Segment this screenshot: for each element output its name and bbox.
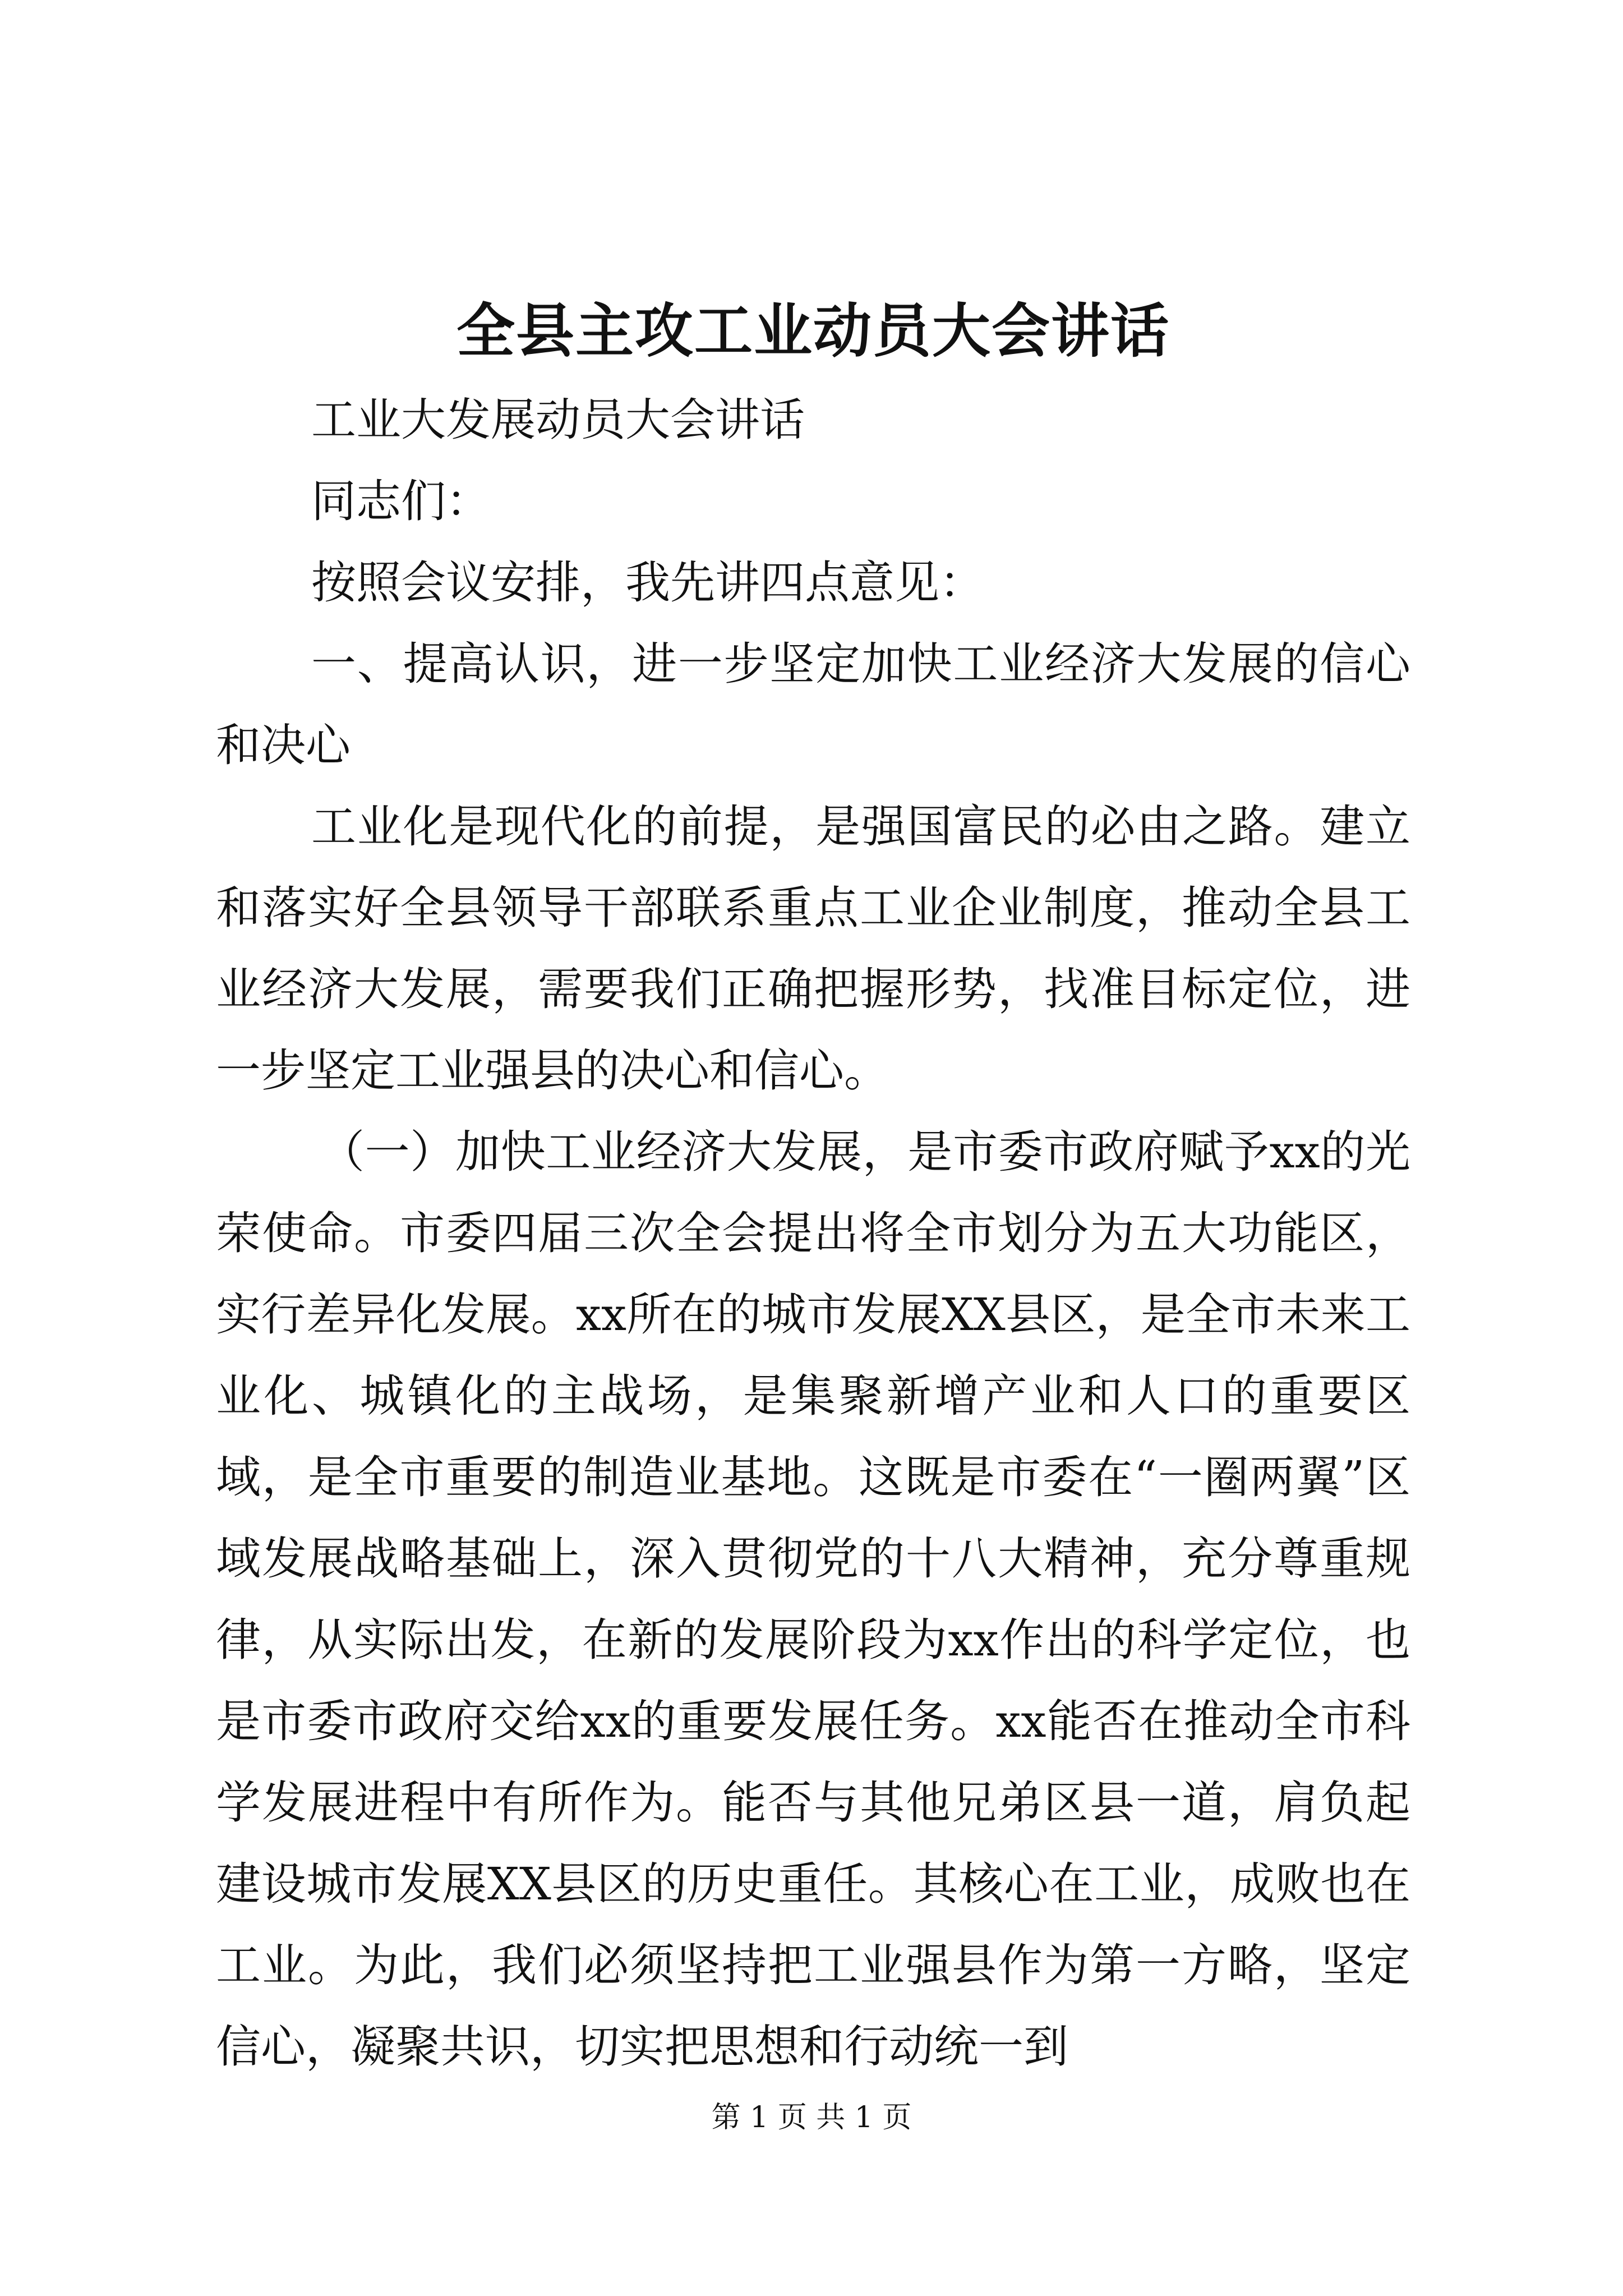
document-title: 全县主攻工业动员大会讲话 <box>456 296 1170 365</box>
section-heading-1: 一、提高认识，进一步坚定加快工业经济大发展的信心和决心 <box>216 638 1410 771</box>
salutation: 同志们： <box>311 475 491 527</box>
body-paragraph: （一）加快工业经济大发展，是市委市政府赋予xx的光荣使命。市委四届三次全会提出将全市划分为五大功能区，实行差异化发展。xx所在的城市发展XX县区，是全市未来工业化、城镇化的主战场，是集聚新增产业和人口的重要区域，是全市重要的制造业基地。这既是市委在“一圈两翼”区域发展战略基础上，深入贯彻党的十八大精神，充分尊重规律，从实际出发，在新的发展阶段为xx作出的科学定位，也是市委市政府交给xx的重要发展任务。xx能否在推动全市科学发展进程中有所作为。能否与其他兄弟区县一道，肩负起建设城市发展XX县区的历史重任。其核心在工业，成败也在工业。为此，我们必须坚持把工业强县作为第一方略，坚定信心，凝聚共识，切实把思想和行动统一到 <box>216 1126 1410 2073</box>
page-footer: 第 1 页 共 1 页 <box>711 2101 912 2134</box>
body-paragraph: 工业化是现代化的前提，是强国富民的必由之路。建立和落实好全县领导干部联系重点工业企业制度，推动全县工业经济大发展，需要我们正确把握形势，找准目标定位，进一步坚定工业强县的决心和信心。 <box>216 800 1410 1097</box>
speech-subtitle: 工业大发展动员大会讲话 <box>311 394 805 446</box>
intro-paragraph: 按照会议安排，我先讲四点意见： <box>311 556 984 609</box>
document-body <box>216 379 1410 2087</box>
